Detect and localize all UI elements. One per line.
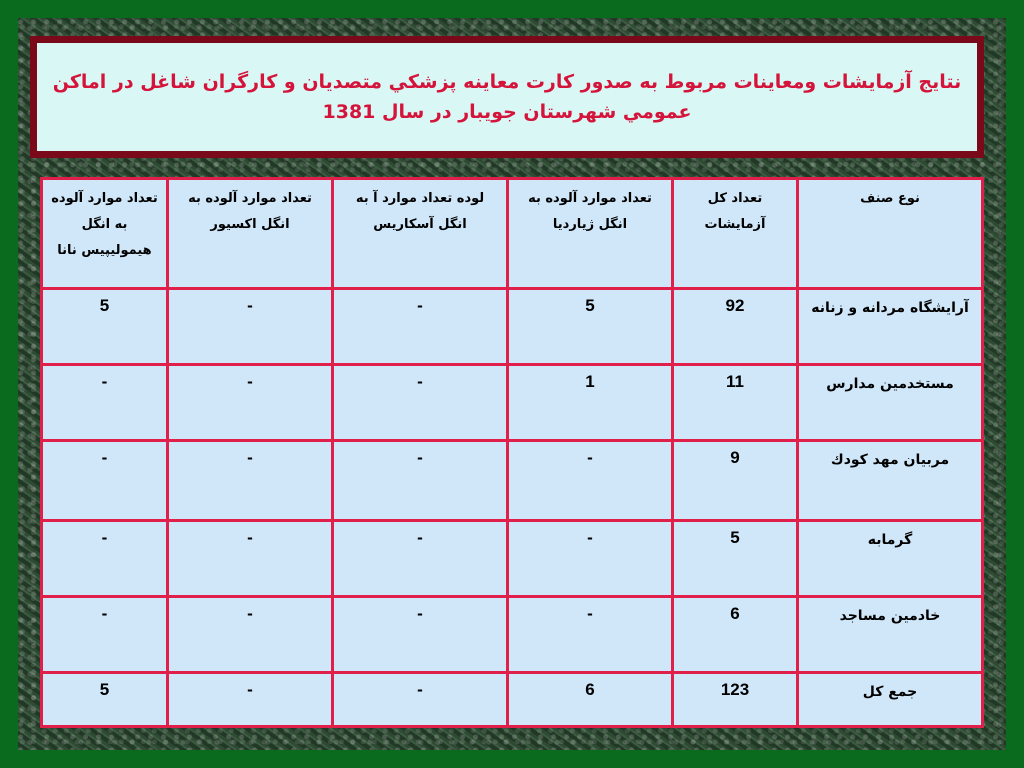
value-cell: - bbox=[333, 441, 508, 521]
value-cell: - bbox=[508, 597, 673, 673]
value-cell: 9 bbox=[673, 441, 798, 521]
value-cell: - bbox=[42, 597, 168, 673]
header-cell: تعداد موارد آلوده به انگل ژیاردیا bbox=[508, 179, 673, 289]
category-cell: آرایشگاه مردانه و زنانه bbox=[798, 289, 983, 365]
category-cell: خادمین مساجد bbox=[798, 597, 983, 673]
value-cell: 6 bbox=[673, 597, 798, 673]
header-cell: تعداد موارد آلوده به انگل اکسیور bbox=[168, 179, 333, 289]
value-cell: - bbox=[333, 289, 508, 365]
slide-title: نتايج آزمايشات ومعاينات مربوط به صدور كارت معاينه پزشكي متصديان و كارگران شاغل در اماكن عمومي شهرستان جويبار در سال 1381 bbox=[52, 71, 962, 123]
value-cell: - bbox=[42, 441, 168, 521]
table-row bbox=[42, 365, 983, 441]
value-cell: 1 bbox=[508, 365, 673, 441]
category-cell: مربیان مهد کودك bbox=[798, 441, 983, 521]
header-cell: نوع صنف bbox=[798, 179, 983, 289]
value-cell: - bbox=[42, 365, 168, 441]
category-cell: گرمابه bbox=[798, 521, 983, 597]
value-cell: - bbox=[333, 673, 508, 727]
value-cell: - bbox=[168, 365, 333, 441]
title-box bbox=[30, 36, 984, 158]
table-row-total bbox=[42, 673, 983, 727]
value-cell: 5 bbox=[42, 673, 168, 727]
value-cell: - bbox=[168, 289, 333, 365]
value-cell: - bbox=[168, 597, 333, 673]
value-cell: 5 bbox=[42, 289, 168, 365]
value-cell: 5 bbox=[508, 289, 673, 365]
value-cell: 6 bbox=[508, 673, 673, 727]
category-cell: مستخدمین مدارس bbox=[798, 365, 983, 441]
value-cell: - bbox=[333, 365, 508, 441]
table-row bbox=[42, 441, 983, 521]
value-cell: - bbox=[168, 673, 333, 727]
value-cell: - bbox=[333, 597, 508, 673]
value-cell: 11 bbox=[673, 365, 798, 441]
header-cell: لوده تعداد موارد آ به انگل آسکاریس bbox=[333, 179, 508, 289]
table-row bbox=[42, 521, 983, 597]
value-cell: - bbox=[333, 521, 508, 597]
table-row bbox=[42, 597, 983, 673]
header-cell: تعداد موارد آلوده به انگل هیمولیپیس نانا bbox=[42, 179, 168, 289]
value-cell: - bbox=[508, 441, 673, 521]
header-cell: تعداد کل آزمایشات bbox=[673, 179, 798, 289]
value-cell: - bbox=[42, 521, 168, 597]
results-table bbox=[40, 177, 984, 728]
value-cell: 5 bbox=[673, 521, 798, 597]
value-cell: 123 bbox=[673, 673, 798, 727]
results-table-container bbox=[40, 177, 984, 727]
table-row bbox=[42, 289, 983, 365]
value-cell: - bbox=[508, 521, 673, 597]
category-cell: جمع کل bbox=[798, 673, 983, 727]
table-header-row bbox=[42, 179, 983, 289]
value-cell: 92 bbox=[673, 289, 798, 365]
value-cell: - bbox=[168, 521, 333, 597]
value-cell: - bbox=[168, 441, 333, 521]
